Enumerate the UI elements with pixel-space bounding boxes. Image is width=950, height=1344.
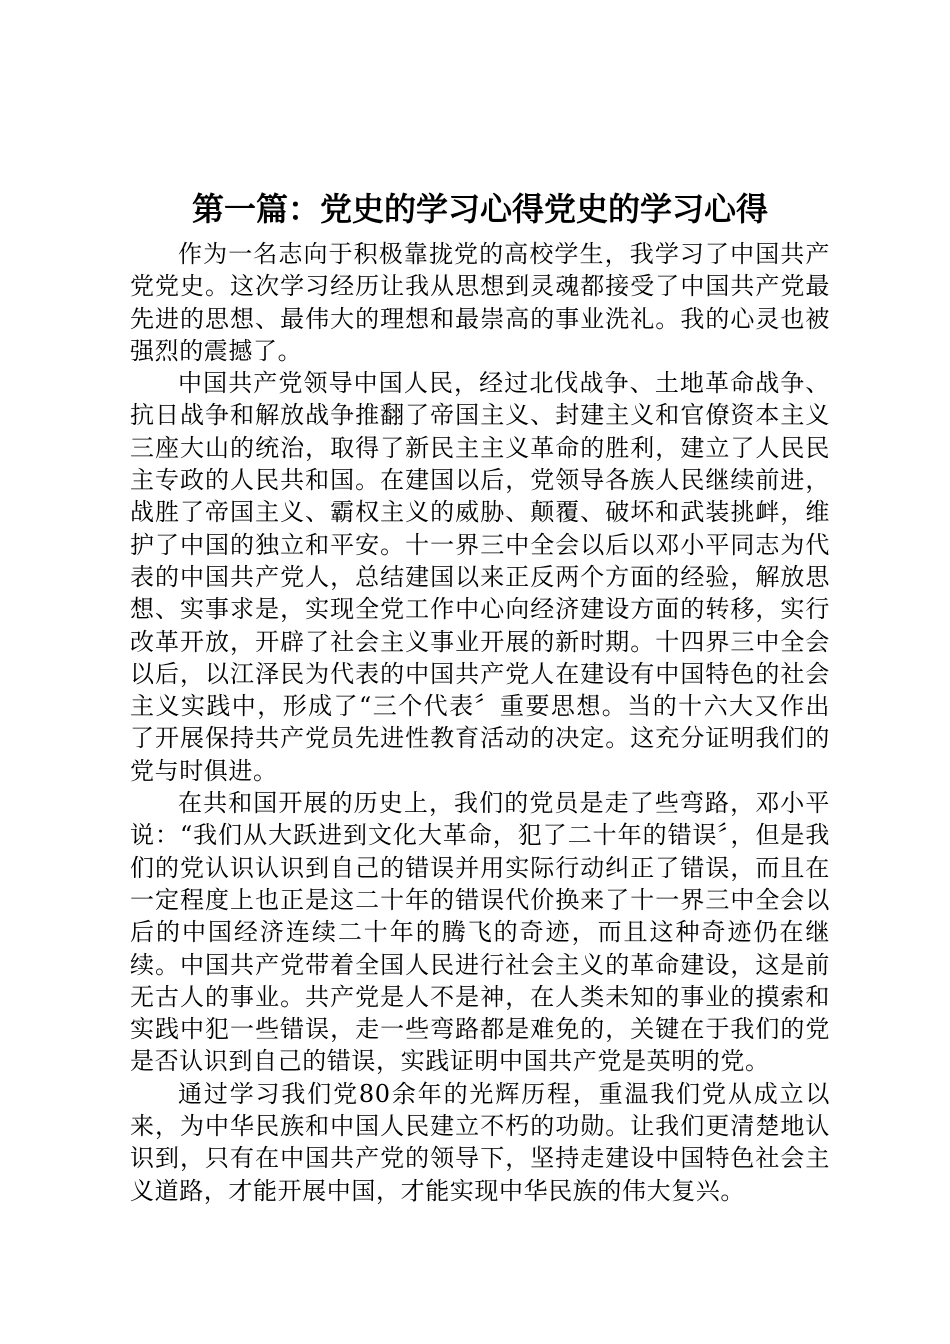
document-title: 第一篇：党史的学习心得党史的学习心得 xyxy=(191,190,768,228)
paragraph-4: 通过学习我们党80余年的光辉历程，重温我们党从成立以来，为中华民族和中国人民建立不朽的功勋。让我们更清楚地认识到，只有在中国共产党的领导下，坚持走建设中国特色社会主义道路，才能开展中国，才能实现中华民族的伟大复兴。 xyxy=(130,1079,830,1205)
paragraph-1: 作为一名志向于积极靠拢党的高校学生，我学习了中国共产党党史。这次学习经历让我从思想到灵魂都接受了中国共产党最先进的思想、最伟大的理想和最崇高的事业洗礼。我的心灵也被强烈的震撼了。 xyxy=(130,240,830,365)
paragraph-3: 在共和国开展的历史上，我们的党员是走了些弯路，邓小平说：“我们从大跃进到文化大革命，犯了二十年的错误〞，但是我们的党认识认识到自己的错误并用实际行动纠正了错误，而且在一定程度上也正是这二十年的错误代价换来了十一界三中全会以后的中国经济连续二十年的腾飞的奇迹，而且这种奇迹仍在继续。中国共产党带着全国人民进行社会主义的革命建设，这是前无古人的事业。共产党是人不是神，在人类未知的事业的摸索和实践中犯一些错误，走一些弯路都是难免的，关键在于我们的党是否认识到自己的错误，实践证明中国共产党是英明的党。 xyxy=(130,789,830,1076)
document-page xyxy=(130,184,830,1207)
paragraph-2: 中国共产党领导中国人民，经过北伐战争、土地革命战争、抗日战争和解放战争推翻了帝国主义、封建主义和官僚资本主义三座大山的统治，取得了新民主主义革命的胜利，建立了人民民主专政的人民共和国。在建国以后，党领导各族人民继续前进，战胜了帝国主义、霸权主义的威胁、颠覆、破坏和武装挑衅，维护了中国的独立和平安。十一界三中全会以后以邓小平同志为代表的中国共产党人，总结建国以来正反两个方面的经验，解放思想、实事求是，实现全党工作中心向经济建设方面的转移，实行改革开放，开辟了社会主义事业开展的新时期。十四界三中全会以后，以江泽民为代表的中国共产党人在建设有中国特色的社会主义实践中，形成了“三个代表〞重要思想。当的十六大又作出了开展保持共产党员先进性教育活动的决定。这充分证明我们的党与时俱进。 xyxy=(130,369,830,785)
